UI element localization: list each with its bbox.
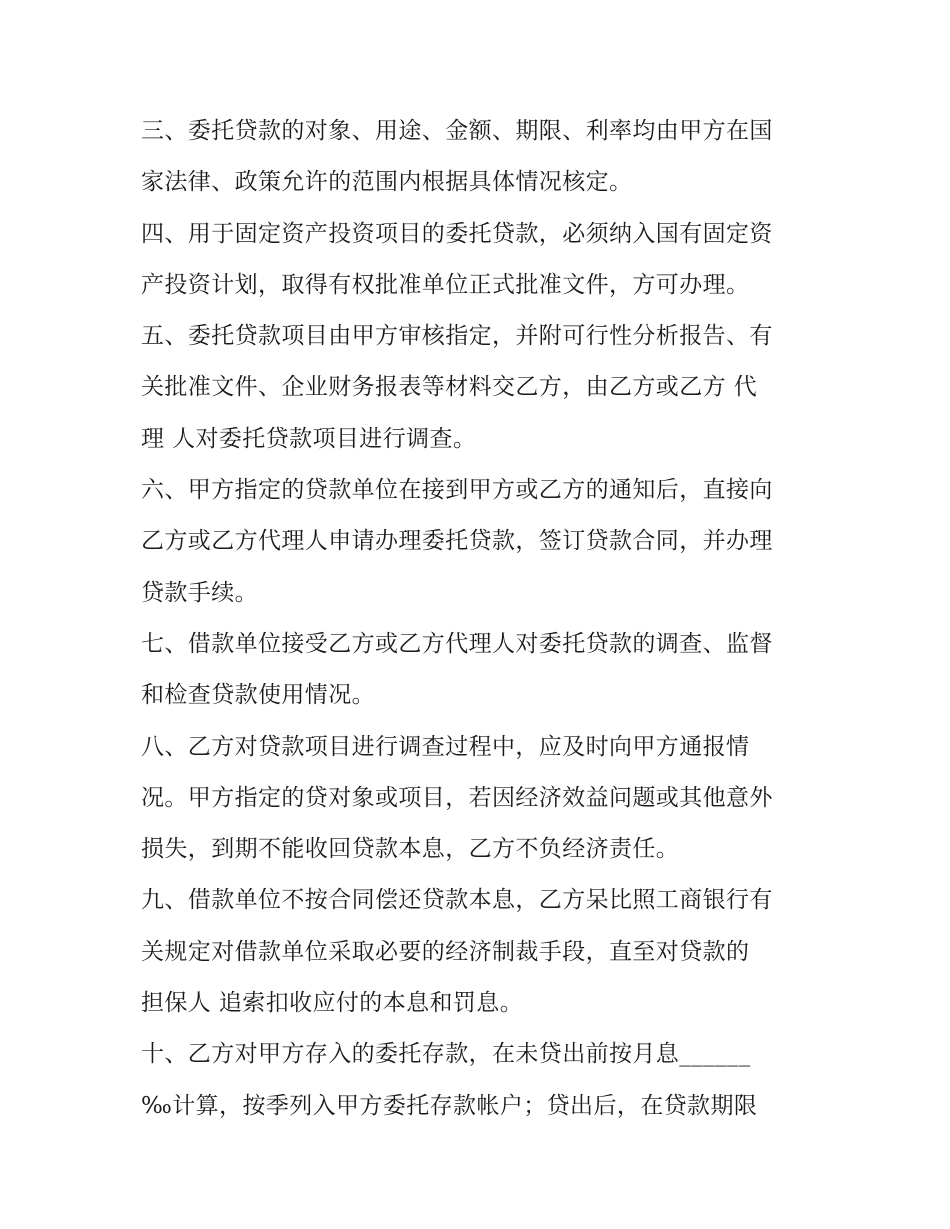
text-line-17: 关规定对借款单位采取必要的经济制裁手段，直至对贷款的 — [141, 938, 750, 965]
text-line-10: 贷款手续。 — [141, 579, 258, 606]
text-line-13: 八、乙方对贷款项目进行调查过程中，应及时向甲方通报情 — [141, 733, 750, 760]
text-line-16: 九、借款单位不按合同偿还贷款本息，乙方呆比照工商银行有 — [141, 887, 773, 914]
text-line-2: 家法律、政策允许的范围内根据具体情况核定。 — [141, 169, 633, 196]
text-line-15: 损失，到期不能收回贷款本息，乙方不负经济责任。 — [141, 836, 680, 863]
text-line-20: ‰计算，按季列入甲方委托存款帐户；贷出后，在贷款期限 — [141, 1092, 758, 1119]
text-line-1: 三、委托贷款的对象、用途、金额、期限、利率均由甲方在国 — [141, 118, 773, 144]
text-line-7: 理 人对委托贷款项目进行调查。 — [141, 425, 477, 452]
text-line-11: 七、借款单位接受乙方或乙方代理人对委托贷款的调查、监督 — [141, 630, 773, 657]
text-line-4: 产投资计划，取得有权批准单位正式批准文件，方可办理。 — [141, 271, 750, 298]
text-line-8: 六、甲方指定的贷款单位在接到甲方或乙方的通知后，直接向 — [141, 477, 773, 504]
text-line-6: 关批准文件、企业财务报表等材料交乙方，由乙方或乙方 代 — [141, 374, 758, 401]
text-line-12: 和检查贷款使用情况。 — [141, 682, 375, 709]
text-line-18: 担保人 追索扣收应付的本息和罚息。 — [141, 990, 524, 1017]
text-line-14: 况。甲方指定的贷对象或项目，若因经济效益问题或其他意外 — [141, 784, 773, 811]
text-line-3: 四、用于固定资产投资项目的委托贷款，必须纳入国有固定资 — [141, 220, 773, 247]
text-line-5: 五、委托贷款项目由甲方审核指定，并附可行性分析报告、有 — [141, 323, 773, 350]
document-body — [141, 106, 821, 1132]
text-line-9: 乙方或乙方代理人申请办理委托贷款，签订贷款合同，并办理 — [141, 528, 773, 555]
text-line-19: 十、乙方对甲方存入的委托存款，在未贷出前按月息______ — [141, 1041, 751, 1068]
